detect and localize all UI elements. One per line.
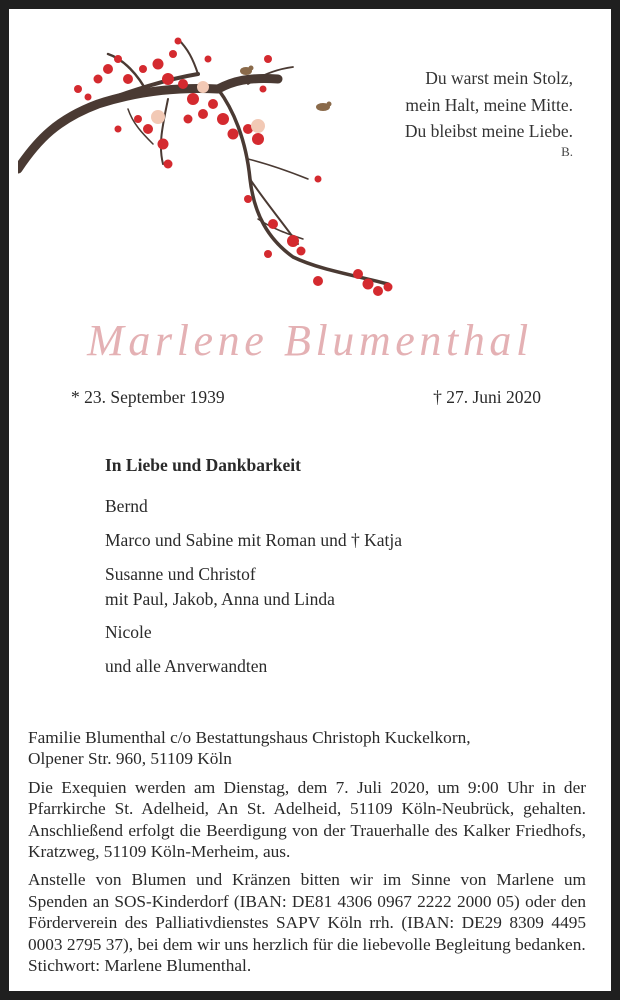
mourner-line: Nicole [105, 622, 152, 642]
mourner-line: Marco und Sabine mit Roman und † Katja [105, 530, 402, 550]
mourner-line: und alle Anverwandten [105, 656, 268, 676]
poem-signature: B. [561, 143, 573, 159]
mourners-list [105, 455, 402, 688]
service-details: Die Exequien werden am Dienstag, dem 7. Juli 2020, um 9:00 Uhr in der Pfarrkirche St. Adelheid, An St. Adelheid, 51109 Köln-Neubrück, gehalten. Anschließend erfolgt die Beerdigung von der Trauerhalle des Kalker Friedhofs, Kratzweg, 51109 Köln-Merheim, aus. [28, 777, 586, 862]
poem-line: mein Halt, meine Mitte. [405, 94, 573, 115]
poem-line: Du warst mein Stolz, [425, 68, 573, 88]
poem-line: Du bleibst meine Liebe. [404, 121, 573, 141]
mourners-heading: In Liebe und Dankbarkeit [105, 455, 301, 475]
plum-blossom-branch-with-birds-icon [18, 29, 413, 304]
donation-keyword: Stichwort: Marlene Blumenthal. [28, 956, 252, 976]
mourner-line: Susanne und Christof mit Paul, Jakob, Anna und Linda [105, 564, 335, 609]
poem [405, 65, 573, 159]
donation-request: Anstelle von Blumen und Kränzen bitten wir im Sinne von Marlene um Spenden an SOS-Kinderdorf (IBAN: DE81 4306 0967 2222 2000 05) oder den Förderverein des Palliativdienstes SAPV Köln rrh. (IBAN: DE29 8309 4495 0003 2795 37), bei dem wir uns herzlich für die liebevolle Begleitung bedanken. Stichwort: Marlene Blumenthal. [28, 870, 586, 976]
death-date: † 27. Juni 2020 [433, 387, 541, 407]
birth-date: * 23. September 1939 [71, 387, 225, 407]
family-address: Familie Blumenthal c/o Bestattungshaus Christoph Kuckelkorn, Olpener Str. 960, 51109 Köln [28, 728, 471, 769]
notice-text [28, 727, 586, 976]
mourner-line: Bernd [105, 496, 148, 516]
deceased-name: Marlene Blumenthal [87, 316, 533, 365]
